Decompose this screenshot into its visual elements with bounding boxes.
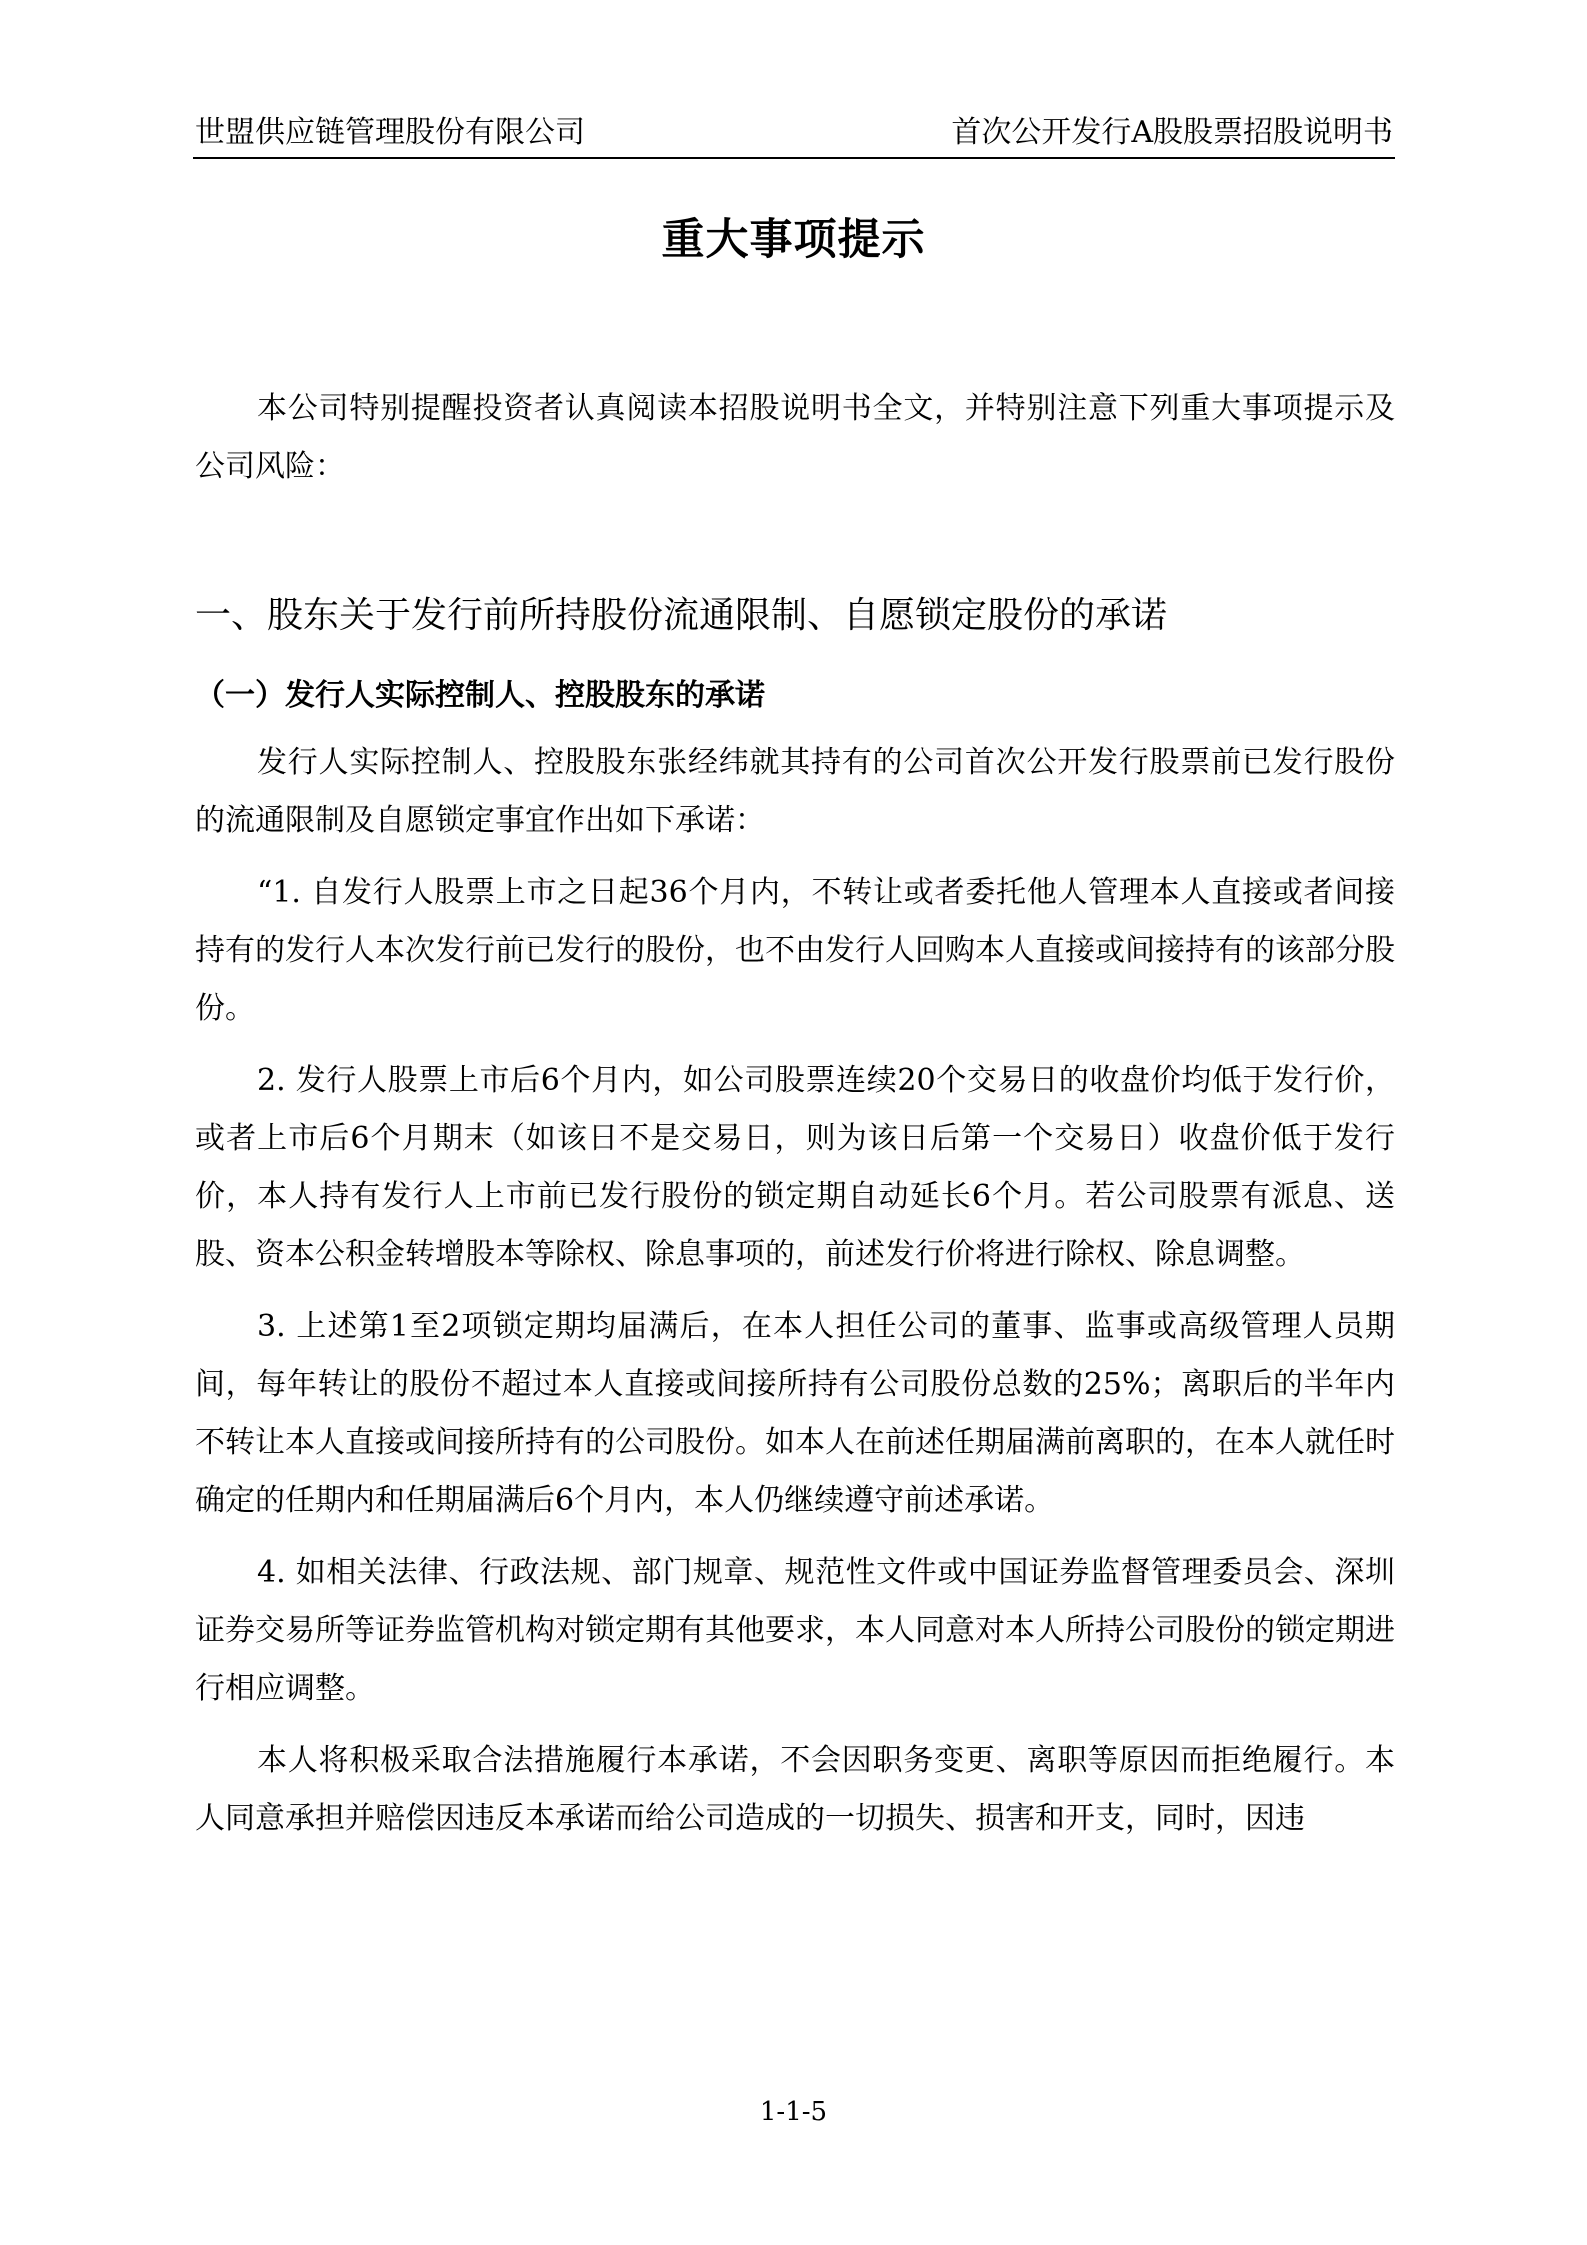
header-company-name: 世盟供应链管理股份有限公司 bbox=[195, 115, 585, 150]
intro-paragraph: 本公司特别提醒投资者认真阅读本招股说明书全文，并特别注意下列重大事项提示及公司风险： bbox=[195, 391, 1395, 484]
paragraph-commitment-intro: 发行人实际控制人、控股股东张经纬就其持有的公司首次公开发行股票前已发行股份的流通限制及自愿锁定事宜作出如下承诺： bbox=[195, 745, 1395, 838]
document-body bbox=[195, 380, 1395, 1862]
header-divider bbox=[193, 157, 1395, 159]
page-header bbox=[193, 110, 1395, 156]
paragraph-commitment-closing: 本人将积极采取合法措施履行本承诺，不会因职务变更、离职等原因而拒绝履行。本人同意承担并赔偿因违反本承诺而给公司造成的一切损失、损害和开支，同时，因违 bbox=[195, 1743, 1395, 1836]
paragraph-commitment-4: 4. 如相关法律、行政法规、部门规章、规范性文件或中国证券监督管理委员会、深圳证券交易所等证券监管机构对锁定期有其他要求，本人同意对本人所持公司股份的锁定期进行相应调整。 bbox=[195, 1555, 1395, 1706]
page-number: 1-1-5 bbox=[759, 2097, 828, 2127]
paragraph-commitment-1: “1. 自发行人股票上市之日起36个月内，不转让或者委托他人管理本人直接或者间接持有的发行人本次发行前已发行的股份，也不由发行人回购本人直接或间接持有的该部分股份。 bbox=[195, 875, 1395, 1026]
page-title: 重大事项提示 bbox=[661, 215, 926, 265]
paragraph-commitment-2: 2. 发行人股票上市后6个月内，如公司股票连续20个交易日的收盘价均低于发行价，或者上市后6个月期末（如该日不是交易日，则为该日后第一个交易日）收盘价低于发行价，本人持有发行人上市前已发行股份的锁定期自动延长6个月。若公司股票有派息、送股、资本公积金转增股本等除权、除息事项的，前述发行价将进行除权、除息调整。 bbox=[195, 1063, 1395, 1272]
subsection-heading: （一）发行人实际控制人、控股股东的承诺 bbox=[195, 678, 765, 713]
section-heading: 一、股东关于发行前所持股份流通限制、自愿锁定股份的承诺 bbox=[195, 595, 1168, 636]
header-document-title: 首次公开发行A股股票招股说明书 bbox=[951, 115, 1393, 150]
paragraph-commitment-3: 3. 上述第1至2项锁定期均届满后，在本人担任公司的董事、监事或高级管理人员期间，每年转让的股份不超过本人直接或间接所持有公司股份总数的25%；离职后的半年内不转让本人直接或间接所持有的公司股份。如本人在前述任期届满前离职的，在本人就任时确定的任期内和任期届满后6个月内，本人仍继续遵守前述承诺。 bbox=[195, 1309, 1395, 1518]
